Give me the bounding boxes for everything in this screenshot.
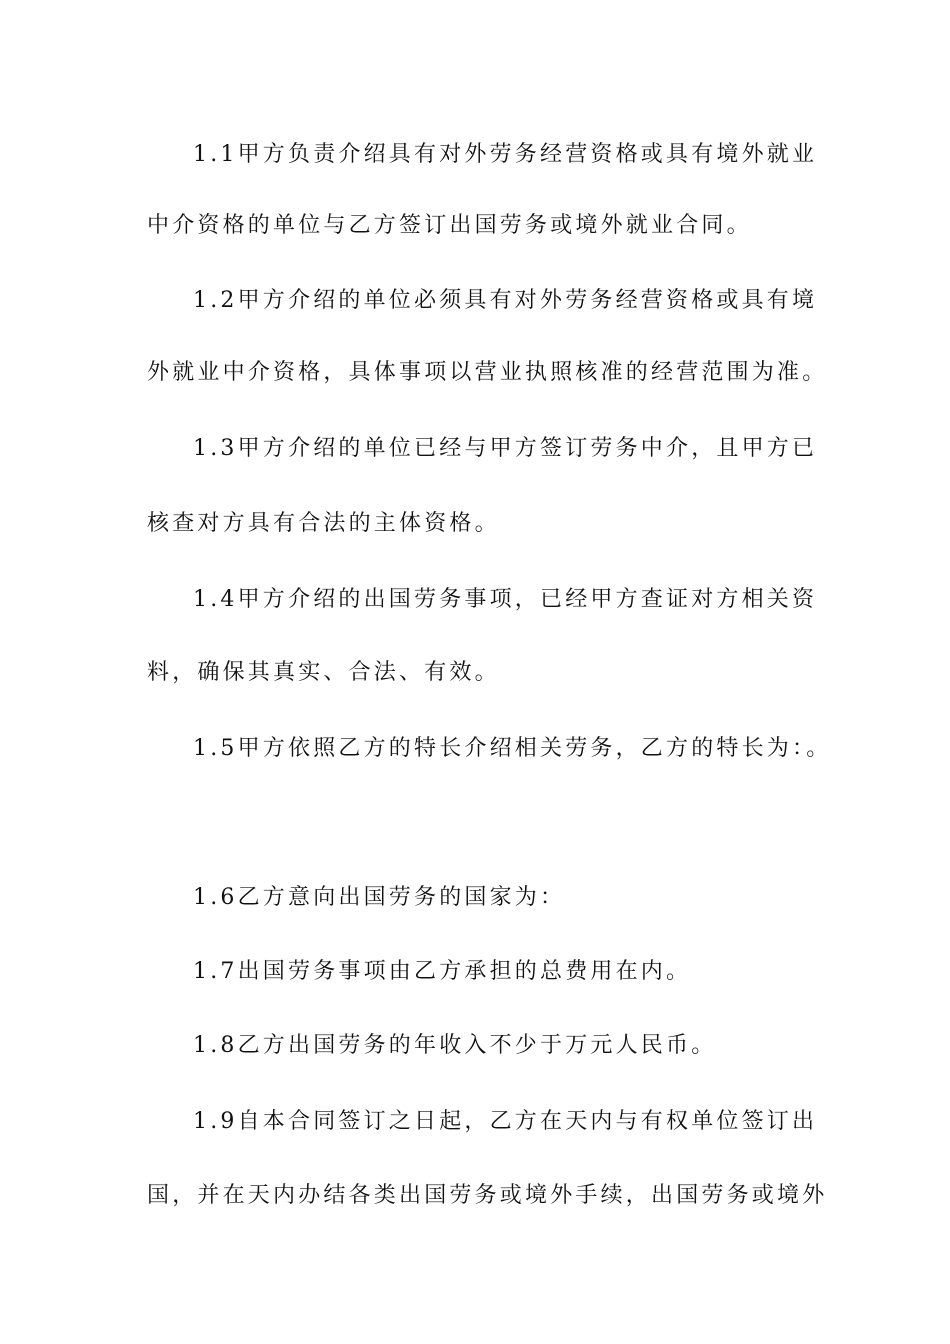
paragraph-5-line-1: 1.5甲方依照乙方的特长介绍相关劳务，乙方的特长为：。 (193, 736, 832, 761)
paragraph-4-line-2: 料，确保其真实、合法、有效。 (147, 660, 500, 685)
paragraph-3-line-1: 1.3甲方介绍的单位已经与甲方签订劳务中介，且甲方已 (193, 436, 818, 461)
paragraph-6-line-1: 1.6乙方意向出国劳务的国家为： (193, 885, 566, 910)
paragraph-4-line-1: 1.4甲方介绍的出国劳务事项，已经甲方查证对方相关资 (193, 587, 818, 612)
paragraph-2-line-2: 外就业中介资格，具体事项以营业执照核准的经营范围为准。 (147, 360, 828, 385)
paragraph-8-line-1: 1.8乙方出国劳务的年收入不少于万元人民币。 (193, 1033, 717, 1058)
paragraph-7-line-1: 1.7出国劳务事项由乙方承担的总费用在内。 (193, 959, 692, 984)
paragraph-1-line-1: 1.1甲方负责介绍具有对外劳务经营资格或具有境外就业 (193, 142, 818, 167)
paragraph-2-line-1: 1.2甲方介绍的单位必须具有对外劳务经营资格或具有境 (193, 288, 818, 313)
paragraph-9-line-2: 国，并在天内办结各类出国劳务或境外手续，出国劳务或境外 (147, 1183, 828, 1208)
paragraph-9-line-1: 1.9自本合同签订之日起，乙方在天内与有权单位签订出 (193, 1109, 818, 1134)
paragraph-3-line-2: 核查对方具有合法的主体资格。 (147, 511, 500, 536)
paragraph-1-line-2: 中介资格的单位与乙方签订出国劳务或境外就业合同。 (147, 213, 752, 238)
